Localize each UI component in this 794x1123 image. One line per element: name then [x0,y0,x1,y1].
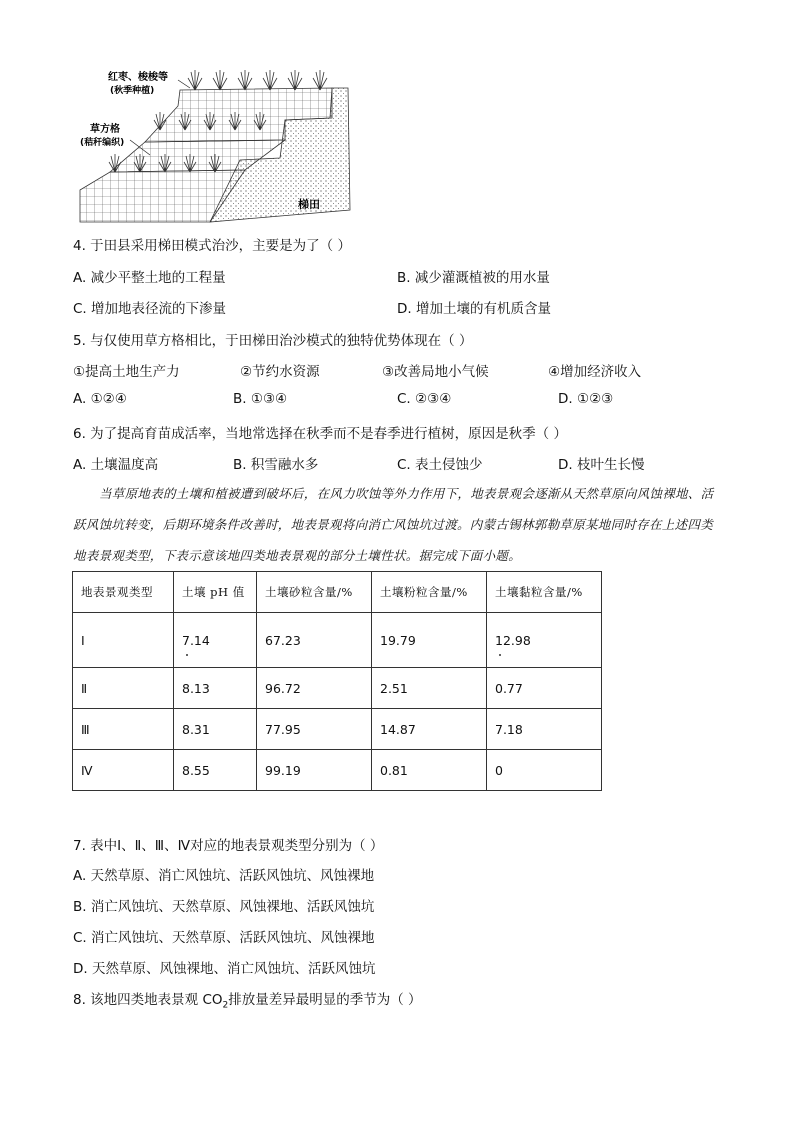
question-5-item-1: ①提高土地生产力 [73,364,180,380]
cell-type: Ⅲ [73,709,174,750]
table-row [73,668,602,709]
question-5-option-d[interactable]: D. ①②③ [558,391,614,407]
table-row [73,613,602,668]
question-5-item-3: ③改善局地小气候 [382,364,489,380]
question-5-item-4: ④增加经济收入 [548,364,642,380]
question-8-stem [73,988,422,1011]
label-grid-1: 草方格 [90,124,120,135]
cell-type: Ⅰ [73,613,174,668]
question-7-option-b[interactable]: B. 消亡风蚀坑、天然草原、风蚀裸地、活跃风蚀坑 [73,899,375,915]
cell-ph: 8.13 [174,668,257,709]
passage-text: 当草原地表的土壤和植被遭到破坏后，在风力吹蚀等外力作用下，地表景观会逐渐从天然草原向风蚀裸地、活跃风蚀坑转变，后期环境条件改善时，地表景观将向消亡风蚀坑过渡。内蒙古锡林郭勒草原某地同时存在上述四类地表景观类型，下表示意该地四类地表景观的部分土壤性状。据完成下面小题。 [73,486,714,563]
cell-clay [487,613,602,668]
question-6-option-c[interactable]: C. 表土侵蚀少 [397,457,483,473]
cell-silt: 14.87 [372,709,487,750]
question-7-option-c[interactable]: C. 消亡风蚀坑、天然草原、活跃风蚀坑、风蚀裸地 [73,930,375,946]
leader-crops [178,80,190,88]
cell-type: Ⅳ [73,750,174,791]
question-8-subscript: 2 [222,1000,229,1011]
cell-clay: 0 [487,750,602,791]
question-8-stem-after: 排放量差异最明显的季节为（ ） [228,992,422,1008]
table-row [73,709,602,750]
question-5-option-c[interactable]: C. ②③④ [397,391,452,407]
cell-ph: 8.31 [174,709,257,750]
cell-clay: 0.77 [487,668,602,709]
question-8-stem-before: 8. 该地四类地表景观 CO [73,992,223,1008]
cell-type: Ⅱ [73,668,174,709]
terrace-diagram [70,60,360,230]
question-7-option-a[interactable]: A. 天然草原、消亡风蚀坑、活跃风蚀坑、风蚀裸地 [73,868,375,884]
header-landscape-type: 地表景观类型 [73,572,174,613]
plants-top [188,70,327,90]
header-sand: 土壤砂粒含量/% [257,572,372,613]
question-7-option-d[interactable]: D. 天然草原、风蚀裸地、消亡风蚀坑、活跃风蚀坑 [73,961,376,977]
question-5-stem: 5. 与仅使用草方格相比，于田梯田治沙模式的独特优势体现在（ ） [73,333,473,349]
cell-silt: 2.51 [372,668,487,709]
question-5-option-b[interactable]: B. ①③④ [233,391,288,407]
question-4-option-d[interactable]: D. 增加土壤的有机质含量 [397,301,551,317]
question-6-option-a[interactable]: A. 土壤温度高 [73,457,159,473]
label-grid-2: (秸秆编织) [80,138,125,148]
cell-silt: 0.81 [372,750,487,791]
question-6-stem: 6. 为了提高育苗成活率，当地常选择在秋季而不是春季进行植树，原因是秋季（ ） [73,426,567,442]
header-clay: 土壤黏粒含量/% [487,572,602,613]
question-6-option-d[interactable]: D. 枝叶生长慢 [558,457,645,473]
question-4-stem: 4. 于田县采用梯田模式治沙，主要是为了（ ） [73,238,351,254]
cell-sand: 96.72 [257,668,372,709]
question-4-option-c[interactable]: C. 增加地表径流的下渗量 [73,301,227,317]
question-6-option-b[interactable]: B. 积雪融水多 [233,457,319,473]
cell-sand: 67.23 [257,613,372,668]
table-row [73,750,602,791]
cell-silt: 19.79 [372,613,487,668]
cell-sand: 99.19 [257,750,372,791]
label-crops-1: 红枣、梭梭等 [108,72,168,83]
table-header-row [73,572,602,613]
soil-properties-table [72,571,602,791]
question-4-option-b[interactable]: B. 减少灌溉植被的用水量 [397,270,550,286]
label-terrace: 梯田 [298,198,320,211]
cell-clay: 7.18 [487,709,602,750]
question-5-option-a[interactable]: A. ①②④ [73,391,127,407]
cell-ph [174,613,257,668]
cell-ph-value: 7.14 [182,632,210,648]
label-crops-2: (秋季种植) [110,86,155,96]
cell-clay-value: 12.98 [495,632,531,648]
cell-ph: 8.55 [174,750,257,791]
cell-sand: 77.95 [257,709,372,750]
reading-passage [73,478,723,571]
header-ph: 土壤 pH 值 [174,572,257,613]
question-5-item-2: ②节约水资源 [240,364,320,380]
header-silt: 土壤粉粒含量/% [372,572,487,613]
question-4-option-a[interactable]: A. 减少平整土地的工程量 [73,270,226,286]
question-7-stem: 7. 表中Ⅰ、Ⅱ、Ⅲ、Ⅳ对应的地表景观类型分别为（ ） [73,838,384,854]
